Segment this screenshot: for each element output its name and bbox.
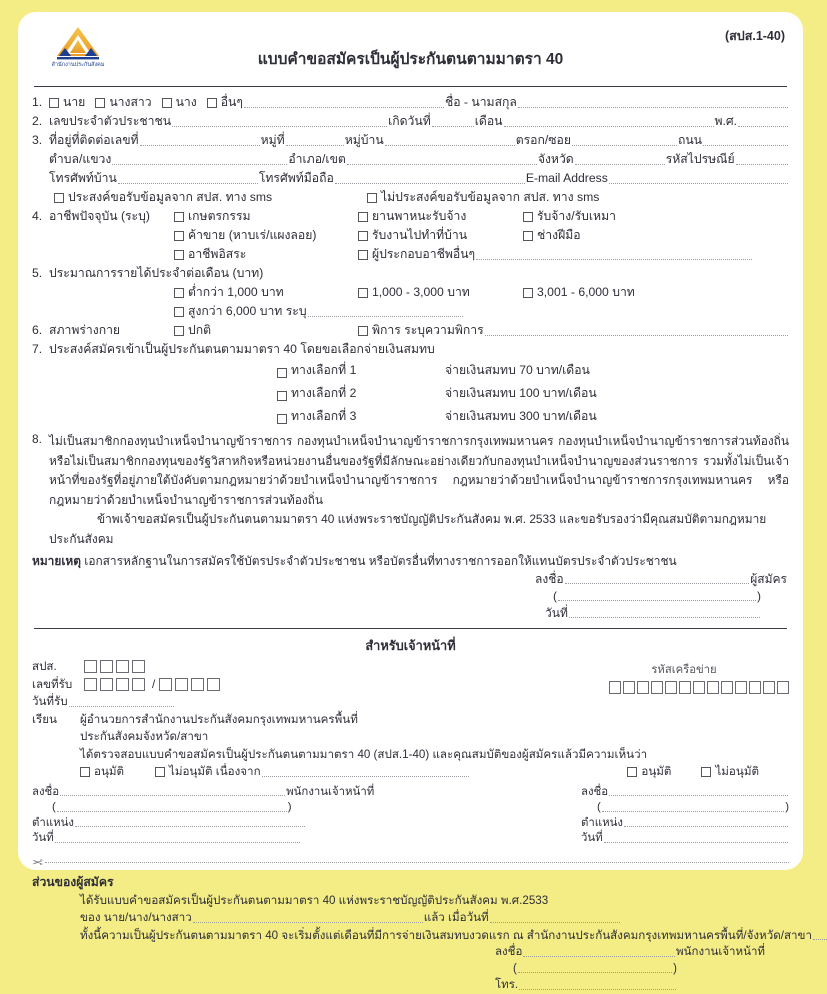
- network-box[interactable]: [623, 681, 636, 694]
- network-box[interactable]: [707, 681, 720, 694]
- stub-name-label: ของ นาย/นาง/นางสาว: [80, 911, 192, 924]
- body-label: สภาพร่างกาย: [49, 323, 121, 337]
- title-mr-checkbox[interactable]: [49, 98, 59, 108]
- form-code: (สปส.1-40): [724, 29, 785, 43]
- right-approve-option[interactable]: [627, 763, 671, 781]
- approve-option[interactable]: [80, 763, 155, 781]
- national-id-field[interactable]: [172, 126, 387, 127]
- receipt-box2[interactable]: [175, 678, 188, 691]
- sms-no-checkbox[interactable]: [367, 193, 377, 203]
- approve-label: อนุมัติ: [94, 765, 125, 778]
- body-normal-checkbox[interactable]: [174, 326, 184, 336]
- occ-other-checkbox[interactable]: [358, 250, 368, 260]
- stub-tel-field[interactable]: [519, 989, 676, 990]
- officer-position-label: ตำแหน่ง: [32, 816, 74, 829]
- receipt-box[interactable]: [116, 678, 129, 691]
- occ-homework-label: รับงานไปทำที่บ้าน: [372, 228, 468, 242]
- item8-paragraph: ไม่เป็นสมาชิกกองทุนบำเหน็จบำนาญข้าราชการ กองทุนบำเหน็จบำนาญข้าราชการกรุงเทพมหานคร กองทุนบำเหน็จบำนาญข้าราชการส่วนท้องถิ่น หรือไม่เป็นสมาชิกกองทุนของรัฐวิสาหกิจหรือหน่วยงานอื่นของรัฐที่มีลักษณะอย่างเดียวกับกองทุนบำเหน็จบำนาญของส่วนราชการ รวมทั้งไม่เป็นเจ้าหน้าที่ของรัฐที่อยู่ภายใต้บังคับตามกฎหมายว่าด้วยบำเหน็จบำนาญข้าราชการ กฎหมายว่าด้วยบำเหน็จบำนาญข้าราชการกรุงเทพมหานคร หรือกฎหมายว่าด้วยบำเหน็จบำนาญข้าราชการส่วนท้องถิ่น: [49, 434, 789, 507]
- occ-agriculture-label: เกษตรกรรม: [188, 209, 251, 223]
- title-other-label: อื่นๆ: [220, 95, 243, 109]
- applicant-sign-suffix: ผู้สมัคร: [750, 572, 787, 586]
- plan1-row: [32, 359, 789, 382]
- body-normal-label: ปกติ: [188, 323, 212, 337]
- paren-close: ): [287, 801, 292, 813]
- item5-row1: [32, 264, 789, 283]
- occ-other-label: ผู้ประกอบอาชีพอื่นๆ: [372, 247, 476, 261]
- form-header: [32, 20, 789, 82]
- to-label: เรียน: [32, 712, 57, 726]
- receipt-box2[interactable]: [191, 678, 204, 691]
- income-high-option[interactable]: [523, 283, 635, 302]
- occ-transport-label: ยานพาหนะรับจ้าง: [372, 209, 467, 223]
- officer-suffix: พนักงานเจ้าหน้าที่: [286, 785, 375, 798]
- receipt-label: เลขที่รับ: [32, 677, 73, 691]
- scissors-icon: ✂: [32, 854, 43, 870]
- right-date-field[interactable]: [604, 842, 788, 843]
- paren-open: (: [52, 801, 56, 813]
- stub-officer-suffix: พนักงานเจ้าหน้าที่: [676, 946, 765, 958]
- item3-row3: [32, 169, 789, 188]
- paren-open: (: [553, 589, 557, 603]
- amphoe-field[interactable]: [347, 164, 537, 165]
- paren-open: (: [513, 962, 517, 975]
- item3-row2: [32, 150, 789, 169]
- stub-name-field[interactable]: [193, 922, 423, 923]
- network-box[interactable]: [749, 681, 762, 694]
- to-row2: [32, 728, 789, 746]
- paren-close: ): [785, 801, 789, 813]
- village-field[interactable]: [385, 145, 515, 146]
- sms-yes-option[interactable]: [54, 188, 367, 207]
- item7-number: 7.: [32, 342, 43, 356]
- stub-sign-label: ลงชื่อ: [495, 946, 523, 958]
- soi-label: ตรอก/ซอย: [515, 133, 571, 147]
- item3-number: 3.: [32, 133, 43, 147]
- occ-transport-checkbox[interactable]: [358, 212, 368, 222]
- applicant-stub: [32, 873, 812, 994]
- occ-craftsman-option[interactable]: [523, 226, 581, 245]
- occ-vendor-checkbox[interactable]: [174, 231, 184, 241]
- occ-vendor-label: ค้าขาย (หาบเร่/แผงลอย): [188, 228, 317, 242]
- item6-number: 6.: [32, 323, 43, 337]
- national-id-label: เลขประจำตัวประชาชน: [49, 114, 172, 128]
- applicant-sign-field[interactable]: [565, 583, 750, 584]
- occupation-label: อาชีพปัจจุบัน (ระบุ): [49, 209, 150, 223]
- network-code-boxes: [579, 681, 789, 694]
- road-field[interactable]: [703, 145, 788, 146]
- income-high-label: 3,001 - 6,000 บาท: [537, 285, 635, 299]
- item1-number: 1.: [32, 95, 43, 109]
- note-text: เอกสารหลักฐานในการสมัครใช้บัตรประจำตัวประชาชน หรือบัตรอื่นที่ทางราชการออกให้แทนบัตรประจำตัวประชาชน: [84, 554, 677, 568]
- network-box[interactable]: [637, 681, 650, 694]
- officer-signatures: [32, 785, 789, 847]
- item4-number: 4.: [32, 209, 43, 223]
- occ-vendor-option[interactable]: [174, 226, 358, 245]
- occ-freelance-label: อาชีพอิสระ: [188, 247, 247, 261]
- receipt-slash: /: [152, 677, 156, 691]
- note-label: หมายเหตุ: [32, 554, 81, 568]
- note-line: [32, 551, 789, 571]
- cut-line: [32, 855, 789, 871]
- occ-transport-option[interactable]: [358, 207, 523, 226]
- birthmonth-field[interactable]: [504, 126, 714, 127]
- occ-other-option[interactable]: [358, 245, 753, 264]
- income-over-label: สูงกว่า 6,000 บาท ระบุ: [188, 304, 307, 318]
- sms-row: [32, 188, 789, 207]
- income-low-checkbox[interactable]: [174, 288, 184, 298]
- item7-row: [32, 340, 789, 359]
- right-sign-label: ลงชื่อ: [581, 785, 609, 798]
- receipt-box[interactable]: [100, 678, 113, 691]
- officer-name-field[interactable]: [57, 811, 287, 812]
- fullname-label: ชื่อ - นามสกุล: [444, 95, 517, 109]
- receipt-box[interactable]: [84, 678, 97, 691]
- stub-date-label: แล้ว เมื่อวันที่: [423, 911, 489, 924]
- plan1-label: ทางเลือกที่ 1: [291, 363, 357, 377]
- province-label: จังหวัด: [537, 152, 574, 166]
- network-code-block: [579, 658, 789, 711]
- right-approve-row: [627, 763, 759, 781]
- stub-officer-name-field[interactable]: [518, 972, 672, 973]
- stub-branch-field[interactable]: [813, 939, 827, 940]
- disapprove-reason-field[interactable]: [262, 776, 469, 777]
- address-no-label: ที่อยู่ที่ติดต่อเลขที่: [49, 133, 139, 147]
- item6-row: [32, 321, 789, 340]
- title-other-checkbox[interactable]: [207, 98, 217, 108]
- stub-tel-label: โทร.: [495, 979, 519, 991]
- spso-box[interactable]: [84, 660, 97, 673]
- stub-sign-field[interactable]: [523, 956, 675, 957]
- birthmonth-label: เดือน: [474, 114, 503, 128]
- item4-row1: [32, 207, 789, 226]
- right-approve-label: อนุมัติ: [641, 764, 672, 778]
- network-box[interactable]: [721, 681, 734, 694]
- plan1-option[interactable]: [277, 359, 445, 382]
- title-miss-checkbox[interactable]: [95, 98, 105, 108]
- right-disapprove-checkbox[interactable]: [701, 767, 711, 777]
- address-no-field[interactable]: [140, 145, 260, 146]
- officer-sign-field[interactable]: [60, 795, 285, 796]
- disapprove-checkbox[interactable]: [155, 767, 165, 777]
- title-mrs-checkbox[interactable]: [162, 98, 172, 108]
- plan1-value: จ่ายเงินสมทบ 70 บาท/เดือน: [445, 363, 590, 377]
- sso-logo-caption: สำนักงานประกันสังคม: [51, 62, 105, 68]
- officer-sign-label: ลงชื่อ: [32, 785, 60, 798]
- right-date-label: วันที่: [581, 832, 603, 844]
- plan2-option[interactable]: [277, 382, 445, 405]
- applicant-sign-label: ลงชื่อ: [535, 572, 564, 586]
- right-sign-field[interactable]: [609, 795, 788, 796]
- home-phone-field[interactable]: [118, 183, 258, 184]
- item8-declaration: ข้าพเจ้าขอสมัครเป็นผู้ประกันตนตามมาตรา 40 แห่งพระราชบัญญัติประกันสังคม พ.ศ. 2533 และขอรับรองว่ามีคุณสมบัติตามกฎหมายประกันสังคม: [49, 512, 767, 546]
- plan2-checkbox[interactable]: [277, 391, 287, 401]
- email-label: E-mail Address: [525, 171, 608, 185]
- item1-row: [32, 93, 789, 112]
- zipcode-field[interactable]: [736, 164, 788, 165]
- body-disabled-label: พิการ ระบุความพิการ: [372, 323, 484, 337]
- right-disapprove-label: ไม่อนุมัติ: [715, 764, 759, 778]
- occ-homework-checkbox[interactable]: [358, 231, 368, 241]
- income-low-label: ต่ำกว่า 1,000 บาท: [188, 285, 284, 299]
- receipt-date-label: วันที่รับ: [32, 695, 68, 708]
- home-phone-label: โทรศัพท์บ้าน: [49, 171, 117, 185]
- officer-date-label: วันที่: [32, 832, 54, 844]
- disapprove-because-label: ไม่อนุมัติ เนื่องจาก: [169, 765, 261, 778]
- officer-signature-left: [32, 785, 462, 847]
- plan3-checkbox[interactable]: [277, 414, 287, 424]
- paren-close: ): [673, 962, 677, 975]
- right-disapprove-option[interactable]: [701, 763, 759, 781]
- stub-line3: [32, 927, 812, 945]
- applicant-date-label: วันที่: [545, 606, 568, 620]
- official-codes: [32, 658, 789, 711]
- network-box[interactable]: [777, 681, 790, 694]
- title-miss-label: นางสาว: [109, 95, 152, 109]
- stub-header: ส่วนของผู้สมัคร: [32, 874, 114, 889]
- official-section-title: สำหรับเจ้าหน้าที่: [365, 638, 456, 653]
- disability-field[interactable]: [485, 335, 788, 336]
- income-high-checkbox[interactable]: [523, 288, 533, 298]
- item2-number: 2.: [32, 114, 43, 128]
- birthyear-label: พ.ศ.: [714, 114, 738, 128]
- tambon-field[interactable]: [112, 164, 287, 165]
- network-box[interactable]: [679, 681, 692, 694]
- stub-signature-block: [495, 944, 765, 994]
- stub-date-field[interactable]: [490, 922, 620, 923]
- occ-agriculture-checkbox[interactable]: [174, 212, 184, 222]
- income-mid-label: 1,000 - 3,000 บาท: [372, 285, 470, 299]
- network-box[interactable]: [651, 681, 664, 694]
- email-field[interactable]: [609, 183, 788, 184]
- income-over-checkbox[interactable]: [174, 307, 184, 317]
- body-disabled-checkbox[interactable]: [358, 326, 368, 336]
- item5-row3: [32, 302, 789, 321]
- contribution-label: ประสงค์สมัครเข้าเป็นผู้ประกันตนตามมาตรา 40 โดยขอเลือกจ่ายเงินสมทบ: [49, 342, 435, 356]
- item4-row2: [32, 226, 789, 245]
- occ-hire-label: รับจ้าง/รับเหมา: [537, 209, 616, 223]
- officer-position-field[interactable]: [75, 826, 305, 827]
- occ-freelance-option[interactable]: [174, 245, 358, 264]
- paren-open: (: [597, 801, 601, 813]
- item4-row3: [32, 245, 789, 264]
- occ-other-field[interactable]: [476, 259, 752, 260]
- spso-label: สปส.: [32, 660, 57, 673]
- right-position-label: ตำแหน่ง: [581, 816, 623, 829]
- officer-date-field[interactable]: [55, 842, 300, 843]
- village-label: หมู่บ้าน: [344, 133, 384, 147]
- spso-box[interactable]: [116, 660, 129, 673]
- receipt-date-row: [32, 693, 332, 711]
- occ-agriculture-option[interactable]: [174, 207, 358, 226]
- network-box[interactable]: [665, 681, 678, 694]
- network-box[interactable]: [609, 681, 622, 694]
- form-card: [18, 12, 812, 991]
- to-line2: ประกันสังคมจังหวัด/สาขา: [80, 730, 209, 743]
- plan3-label: ทางเลือกที่ 3: [291, 409, 357, 423]
- birthdate-field[interactable]: [432, 126, 474, 127]
- tambon-label: ตำบล/แขวง: [49, 152, 112, 166]
- title-mr-label: นาย: [63, 95, 86, 109]
- sso-logo-icon: [55, 26, 101, 62]
- right-approve-checkbox[interactable]: [627, 767, 637, 777]
- review-block: [32, 711, 789, 781]
- checked-text: ได้ตรวจสอบแบบคำขอสมัครเป็นผู้ประกันตนตามมาตรา 40 (สปส.1-40) และคุณสมบัติของผู้สมัครแล้วมีความเห็นว่า: [80, 747, 648, 761]
- receipt-row: [32, 676, 332, 694]
- road-label: ถนน: [677, 133, 703, 147]
- right-position-field[interactable]: [624, 826, 788, 827]
- officer-signature-right: [581, 785, 789, 847]
- plan3-value: จ่ายเงินสมทบ 300 บาท/เดือน: [445, 409, 597, 423]
- plan3-option[interactable]: [277, 405, 445, 428]
- paren-close: ): [757, 589, 761, 603]
- occ-craftsman-checkbox[interactable]: [523, 231, 533, 241]
- plan1-checkbox[interactable]: [277, 368, 287, 378]
- mobile-phone-field[interactable]: [335, 183, 525, 184]
- item8-number: 8.: [32, 432, 42, 446]
- plan2-value: จ่ายเงินสมทบ 100 บาท/เดือน: [445, 386, 597, 400]
- birthdate-label: เกิดวันที่: [388, 114, 431, 128]
- receipt-box2[interactable]: [207, 678, 220, 691]
- official-divider: [34, 628, 787, 629]
- item3-row1: [32, 131, 789, 150]
- mobile-phone-label: โทรศัพท์มือถือ: [258, 171, 334, 185]
- title-mrs-label: นาง: [175, 95, 197, 109]
- network-box[interactable]: [735, 681, 748, 694]
- to-line1: ผู้อำนวยการสำนักงานประกันสังคมกรุงเทพมหานครพื้นที่: [80, 712, 358, 726]
- sms-yes-label: ประสงค์ขอรับข้อมูลจาก สปส. ทาง sms: [68, 190, 273, 204]
- applicant-signature-block: [535, 571, 787, 622]
- disapprove-option[interactable]: [155, 763, 470, 781]
- occ-craftsman-label: ช่างฝีมือ: [537, 228, 581, 242]
- page-title: แบบคำขอสมัครเป็นผู้ประกันตนตามมาตรา 40: [257, 51, 564, 68]
- stub-line3-text: ทั้งนี้ความเป็นผู้ประกันตนตามมาตรา 40 จะเริ่มตั้งแต่เดือนที่มีการจ่ายเงินสมทบงวดแรก ณ สำนักงานประกันสังคมกรุงเทพมหานครพื้นที่/จังหวัด/สาขา: [80, 928, 812, 942]
- income-over-field[interactable]: [308, 316, 463, 317]
- applicant-date-field[interactable]: [569, 617, 760, 618]
- plan3-row: [32, 405, 789, 428]
- stub-line1: [32, 892, 789, 910]
- stub-line2: [32, 909, 789, 927]
- stub-line1-text: ได้รับแบบคำขอสมัครเป็นผู้ประกันตนตามมาตรา 40 แห่งพระราชบัญญัติประกันสังคม พ.ศ.2533: [80, 893, 549, 907]
- receipt-box[interactable]: [132, 678, 145, 691]
- item2-row: [32, 112, 789, 131]
- to-row: [32, 711, 789, 729]
- item8-block: [32, 432, 789, 549]
- body-normal-option[interactable]: [174, 321, 358, 340]
- right-name-field[interactable]: [602, 811, 784, 812]
- receipt-box2[interactable]: [159, 678, 172, 691]
- soi-field[interactable]: [572, 145, 677, 146]
- amphoe-label: อำเภอ/เขต: [288, 152, 346, 166]
- province-field[interactable]: [575, 164, 665, 165]
- network-box[interactable]: [693, 681, 706, 694]
- occ-hire-option[interactable]: [523, 207, 616, 226]
- spso-box[interactable]: [100, 660, 113, 673]
- sso-logo: [50, 26, 106, 68]
- approve-checkbox[interactable]: [80, 767, 90, 777]
- receipt-date-field[interactable]: [69, 706, 174, 707]
- plan2-row: [32, 382, 789, 405]
- network-code-label: รหัสเครือข่าย: [651, 664, 717, 676]
- network-box[interactable]: [763, 681, 776, 694]
- income-mid-checkbox[interactable]: [358, 288, 368, 298]
- income-label: ประมาณการรายได้ประจำต่อเดือน (บาท): [49, 266, 264, 280]
- zipcode-label: รหัสไปรษณีย์: [665, 152, 735, 166]
- sms-no-label: ไม่ประสงค์ขอรับข้อมูลจาก สปส. ทาง sms: [381, 190, 600, 204]
- fullname-field[interactable]: [518, 107, 788, 108]
- plan2-label: ทางเลือกที่ 2: [291, 386, 357, 400]
- income-over-option[interactable]: [174, 302, 464, 321]
- applicant-name-field[interactable]: [558, 600, 756, 601]
- sms-no-option[interactable]: [367, 188, 599, 207]
- income-mid-option[interactable]: [358, 283, 523, 302]
- spso-row: [32, 658, 332, 676]
- birthyear-field[interactable]: [738, 126, 788, 127]
- title-other-field[interactable]: [244, 107, 444, 108]
- occ-hire-checkbox[interactable]: [523, 212, 533, 222]
- checked-row: [32, 746, 789, 764]
- sms-yes-checkbox[interactable]: [54, 193, 64, 203]
- item5-number: 5.: [32, 266, 43, 280]
- item5-row2: [32, 283, 789, 302]
- occ-homework-option[interactable]: [358, 226, 523, 245]
- moo-label: หมู่ที่: [260, 133, 285, 147]
- spso-box[interactable]: [132, 660, 145, 673]
- cut-dotted-line: [45, 862, 789, 863]
- income-low-option[interactable]: [174, 283, 358, 302]
- occ-freelance-checkbox[interactable]: [174, 250, 184, 260]
- body-disabled-option[interactable]: [358, 321, 789, 340]
- moo-field[interactable]: [286, 145, 344, 146]
- header-divider: [34, 86, 787, 87]
